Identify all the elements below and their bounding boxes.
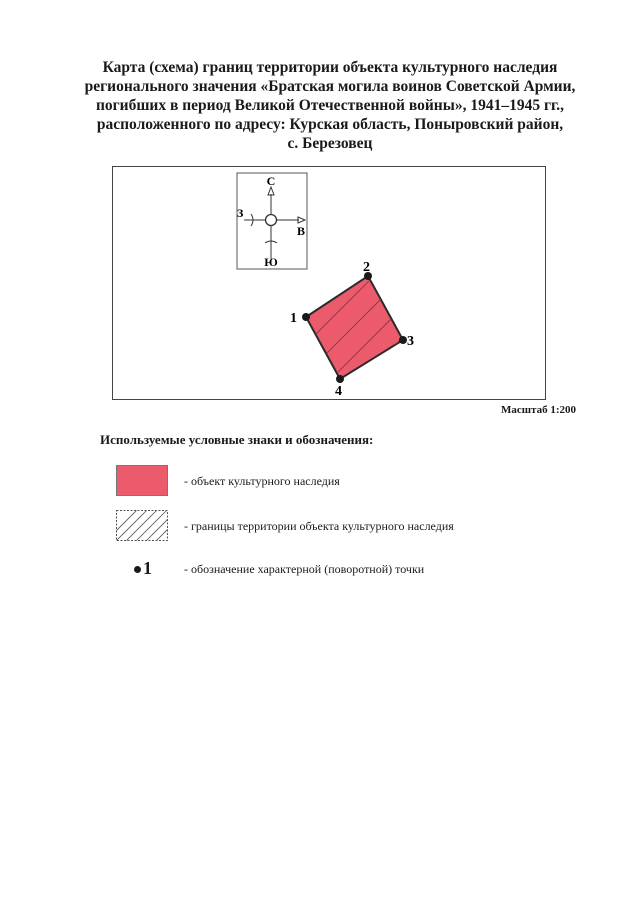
legend-item-territory-boundary [116,510,536,542]
turning-point-4 [335,375,344,399]
map-frame [112,166,546,400]
compass-south-label: Ю [264,255,278,269]
territory-hatch-swatch [116,510,168,541]
turning-point-symbol-label: 1 [143,558,152,578]
turning-point-2-label: 2 [363,260,370,275]
legend-item-heritage-object [116,465,536,497]
turning-point-symbol [134,558,152,579]
heritage-object-area [306,276,403,379]
page-title [70,58,590,153]
title-line-1: Карта (схема) границ территории объекта культурного наследия [102,59,558,76]
turning-point-2 [363,260,372,280]
title-line-3: погибших в период Великой Отечественной войны», 1941–1945 гг., [95,97,565,114]
map-scale: Масштаб 1:200 [500,404,576,416]
title-line-2: регионального значения «Братская могила воинов Советской Армии, [84,78,576,95]
title-line-4: расположенного по адресу: Курская область, Поныровский район, [96,116,564,133]
legend-text-territory-boundary: - границы территории объекта культурного наследия [184,519,454,533]
title-line-5: с. Березовец [287,135,373,152]
compass-east-label: В [297,224,306,238]
legend-item-turning-point [116,558,536,590]
point-dot-icon [134,566,141,573]
turning-point-4-label: 4 [335,384,342,399]
legend-text-heritage-object: - объект культурного наследия [184,474,340,488]
legend-text-turning-point: - обозначение характерной (поворотной) точки [184,562,425,576]
legend-title: Используемые условные знаки и обозначения: [100,432,374,447]
compass-north-label: С [266,174,276,188]
compass-west-label: З [237,206,244,220]
turning-point-1-label: 1 [290,311,297,326]
turning-point-1 [290,311,310,326]
heritage-object-swatch [116,465,168,496]
territory-boundary-hatching [283,257,423,397]
compass-rose-icon [237,173,307,269]
turning-point-3-label: 3 [407,334,414,349]
map-canvas [113,167,547,401]
